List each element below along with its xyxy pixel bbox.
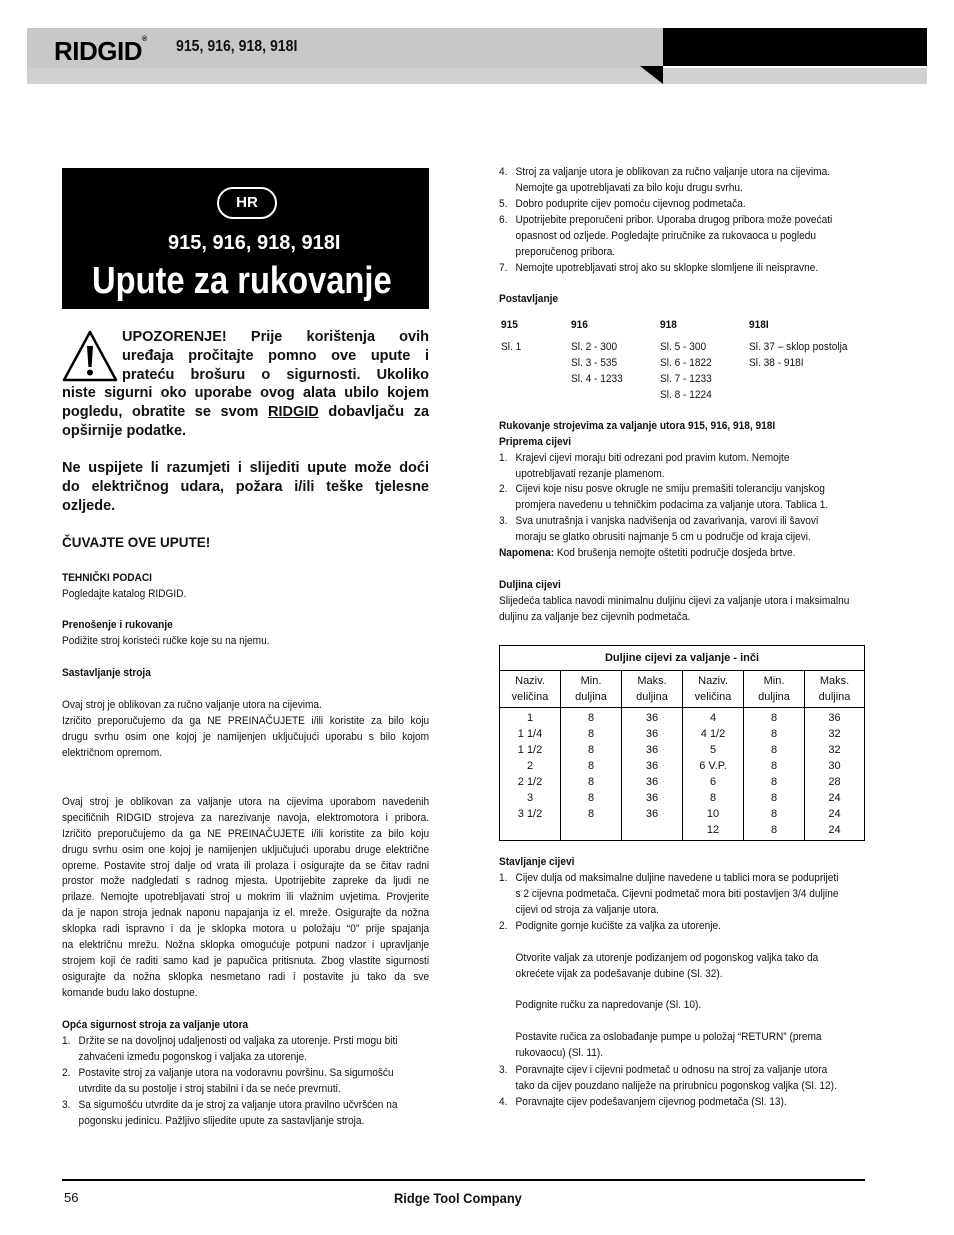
page-number: 56: [64, 1190, 79, 1205]
setup-col-915: 915 Sl. 1: [501, 319, 522, 353]
table-header-cell: Min. duljina: [744, 671, 804, 708]
footer-rule: [62, 1179, 865, 1181]
language-badge: HR: [217, 187, 277, 219]
length-text: Slijedeća tablica navodi minimalnu duljinu cijevi za valjanje utora i maksimalnu duljinu za valjanje bez cijevnih podmetača.: [499, 595, 850, 623]
table-header-cell: Maks. duljina: [805, 671, 864, 708]
table-column: 36 32 32 30 28 24 24 24: [828, 712, 841, 836]
table-column: 8 8 8 8 8 8 8: [587, 712, 595, 820]
prep-heading: Priprema cijevi: [499, 436, 572, 448]
setup-col-916: 916 Sl. 2 - 300 Sl. 3 - 535 Sl. 4 - 1233: [571, 319, 623, 385]
assembly-heading: Sastavljanje stroja: [62, 667, 151, 679]
warning-p2-line: ozljede.: [62, 498, 116, 514]
handling-heading: Rukovanje strojevima za valjanje utora 915, 916, 918, 918I: [499, 420, 776, 432]
save-instructions: ČUVAJTE OVE UPUTE!: [62, 535, 211, 550]
warning-line: UPOZORENJE! Prije korištenja ovih: [122, 329, 429, 345]
safety-heading: Opća sigurnost stroja za valjanje utora: [62, 1019, 249, 1031]
assembly-paragraph-2: Ovaj stroj je oblikovan za valjanje utora na cijevima uporabom navedenih specifičnih RIDGID strojeva za narezivanje navoja, elektromotora i pribora. Izričito preporučujemo da ga NE PREINAČUJETE i/ili koristite za bilo koju drugu svrhu osim one kojoj je namijenjen uključujući uporabu druge električne opreme. Postavite stroj dalje od vrata ili prolaza i osigurajte da se čitav radni prostor može nadgledati s radnog mjesta. Upotrijebite zapreke da ljudi ne prilaze. Nemojte upotrebljavati stroj u mokrim ili vlažnim uvjetima. Provjerite da je napon stroja jednak naponu napajanja iz el. mreže. Osigurajte da nožna sklopka radi ispravno i da je sklopka motora u položaju “0” prije spajanja na električnu mrežu. Nožna sklopka omogućuje potpuni nadzor i upravljanje strojem koji će raditi samo kad je papučica pritisnuta. Zbog vlastite sigurnosti osigurajte da nožna sklopka nesmetano radi i postavite ju tako da sve komande budu lako dostupne.: [62, 796, 430, 999]
manual-page: RIDGID® 915, 916, 918, 918I HR 915, 916, 918, 918I Upute za rukovanje UPOZORENJE! Prije korištenja ovih uređaja pročitajte pomno ove upute i prateću brošuru o sigurnosti. Ukoliko niste sigurni oko uporabe ovog alata ubilo kojem pogledu, obratite se svom RIDGID dobavljaču za opširnije podatke. Ne uspijete li razumjeti i slijediti upute može doći do električnog udara, požara i/ili teške tjelesne ozljede. ČUVAJTE OVE UPUTE! TEHNIČKI PODACI Pogledajte katalog RIDGID. Prenošenje i rukovanje Podižite stroj koristeći ručke koje su na njemu. Sastavljanje stroja Ovaj stroj je oblikovan za ručno valjanje utora na cijevima. Izričito preporučujemo da ga NE PREINAČUJETE i/ili koristite za bilo koju drugu svrhu osim one kojoj je namijenjen uključujući uporabu s bilo kojom električnom opremom. Ovaj stroj je oblikovan za valjanje utora na cijevima uporabom navedenih specifičnih RIDGID strojeva za narezivanje navoja, elektromotora i pribora. Izričito preporučujemo da ga NE PREINAČUJETE i/ili koristite za bilo koju drugu svrhu osim one kojoj je namijenjen uključujući uporabu druge električne opreme. Postavite stroj dalje od vrata ili prolaza i osigurajte da se čitav radni prostor može nadgledati s radnog mjesta. Upotrijebite zapreke da ljudi ne prilaze. Nemojte upotrebljavati stroj u mokrim ili vlažnim uvjetima. Provjerite da je napon stroja jednak naponu napajanja iz el. mreže. Osigurajte da nožna sklopka radi ispravno i da je sklopka motora u položaju “0” prije spajanja na električnu mrežu. Nožna sklopka omogućuje potpuni nadzor i upravljanje strojem koji će raditi samo kad je papučica pritisnuta. Zbog vlastite sigurnosti osigurajte da nožna sklopka nesmetano radi i postavite ju tako da sve komande budu lako dostupne. Opća sigurnost stroja za valjanje utora 1. Držite se na dovoljnoj udaljenosti od valjaka za utorenje. Prsti mogu biti zahvaćeni između pogonskog i valjaka za utorenje. 2. Postavite stroj za valjanje utora na vodoravnu površinu. Sa sigurnošću utvrdite da su postolje i stroj stabilni i da se neće prevrnuti. 3. Sa sigurnošću utvrdite da je stroj za valjanje utora pravilno učvršćen na pogonsku jedinicu. Pažljivo slijedite upute za sastavljanje stroja. 4. Stroj za valjanje utora je oblikovan za ručno valjanje utora na cijevima. Nemojte ga upotrebljavati za bilo koju drugu svrhu. 5. Dobro poduprite cijev pomoću cijevnog podmetača. 6. Upotrijebite preporučeni pribor. Uporaba drugog pribora može povećati opasnost od ozljede. Pogledajte priručnike za rukovaoca u pogledu preporučenog pribora. 7. Nemojte upotrebljavati stroj ako su sklopke slomljene ili neispravne. Postavljanje 915 Sl. 1 916 Sl. 2 - 300 Sl. 3 - 535 Sl. 4 - 1233 918 Sl. 5 - 300 Sl. 6 - 1822 Sl. 7 - 1233 Sl. 8 - 1224 918I Sl. 37 – sklop postolja Sl. 38 - 918I Rukovanje strojevima za valjanje utora 915, 916, 918, 918I Priprema cijevi 1. Krajevi cijevi moraju biti odrezani pod pravim kutom. Nemojte upotrebljavati rezanje plamenom. 2. Cijevi koje nisu posve okrugle ne smiju premašiti toleranciju vanjskog promjera navedenu u tehničkim podacima za valjanje utora. Tablica 1. 3. Sva unutrašnja i vanjska nadvišenja od zavarivanja, varovi ili šavovi moraju se glatko obrusiti najmanje 5 cm u područje od kraja cijevi. Napomena: Kod brušenja nemojte oštetiti područje dosjeda brtve. Duljina cijevi Slijedeća tablica navodi minimalnu duljinu cijevi za valjanje utora i maksimalnu duljinu za valjanje bez cijevnih podmetača. Duljine cijevi za valjanje - inči Naziv. veličina Min. duljina Maks. duljina Naziv. veličina Min. duljina Maks. duljina 1 1 1/4 1 1/2 2 2 1/2 3 3 1/2 8 8 8 8 8 8 8 36 36 36 36 36 36 36 4 4 1/2 5 6 V.P. 6 8 10 12 8 8 8 8 8 8 8 8 36 32 32 30 28 24 24 24 Stavljanje cijevi 1. Cijev dulja od maksimalne duljine navedene u tablici mora se poduprijeti s 2 cijevna podmetača. Cijevni podmetač mora biti postavljen 3/4 duljine cijevi od stroja za valjanje utora. 2. Podignite gornje kućište za valjka za utorenje. Otvorite valjak za utorenje podizanjem od pogonskog valjka tako da okrećete vijak za podešavanje dubine (Sl. 32). Podignite ručku za napredovanje (Sl. 10). Postavite ručica za oslobađanje pumpe u položaj “RETURN” (prema rukovaocu) (Sl. 11). 3. Poravnajte cijev i cijevni podmetač u odnosu na stroj za valjanje utora tako da cijev pouzdano naliježe na prirubnicu pogonskog valjka (Sl. 12). 4. Poravnajte cijev podešavanjem cijevnog podmetača (Sl. 13). 56 Ridge Tool Company: [0, 0, 954, 1235]
table-column: 4 4 1/2 5 6 V.P. 6 8 10 12: [699, 712, 727, 836]
header-underbar: [27, 68, 927, 84]
ridgid-logo: RIDGID®: [54, 36, 147, 66]
tech-text: Pogledajte katalog RIDGID.: [62, 588, 187, 600]
warning-line: pogledu, obratite se svom RIDGID dobavljaču za: [62, 404, 430, 420]
pipe-length-table: [499, 645, 865, 841]
warning-icon: [62, 330, 118, 382]
warning-line: niste sigurni oko uporabe ovog alata ubilo kojem: [62, 385, 429, 401]
header-models: 915, 916, 918, 918I: [176, 38, 298, 55]
table-header-cell: Naziv. veličina: [683, 671, 743, 708]
length-heading: Duljina cijevi: [499, 579, 561, 591]
page-title: Upute za rukovanje: [92, 260, 392, 302]
ridgid-link-text: RIDGID: [268, 404, 319, 420]
prep-note: Napomena: Kod brušenja nemojte oštetiti područje dosjeda brtve.: [499, 547, 796, 559]
title-box: [62, 168, 429, 309]
table-column: 36 36 36 36 36 36 36: [645, 712, 659, 820]
warning-p2-line: Ne uspijete li razumjeti i slijediti upute može doći: [62, 460, 429, 476]
table-column: 8 8 8 8 8 8 8 8: [770, 712, 778, 836]
transport-text: Podižite stroj koristeći ručke koje su na njemu.: [62, 635, 270, 647]
title-models: 915, 916, 918, 918I: [168, 232, 341, 254]
tech-heading: TEHNIČKI PODACI: [62, 572, 152, 584]
setup-col-918i: 918I Sl. 37 – sklop postolja Sl. 38 - 918I: [749, 319, 848, 369]
footer-company: Ridge Tool Company: [394, 1190, 522, 1206]
table-header-cell: Min. duljina: [561, 671, 621, 708]
table-header-cell: Naziv. veličina: [500, 671, 560, 708]
header-black-block: [663, 28, 927, 66]
warning-line: prateću brošuru o sigurnosti. Ukoliko: [122, 367, 429, 383]
header-diagonal: [640, 66, 663, 84]
warning-p2-line: do električnog udara, požara i/ili teške tjelesne: [62, 479, 429, 495]
table-caption: Duljine cijevi za valjanje - inči: [500, 646, 864, 671]
table-header-cell: Maks. duljina: [622, 671, 682, 708]
setup-col-918: 918 Sl. 5 - 300 Sl. 6 - 1822 Sl. 7 - 1233 Sl. 8 - 1224: [660, 319, 712, 401]
insert-heading: Stavljanje cijevi: [499, 856, 575, 868]
table-column: 1 1 1/4 1 1/2 2 2 1/2 3 3 1/2: [517, 712, 543, 820]
transport-heading: Prenošenje i rukovanje: [62, 619, 173, 631]
warning-line: uređaja pročitajte pomno ove upute i: [122, 348, 429, 364]
setup-heading: Postavljanje: [499, 293, 559, 305]
assembly-paragraph-1: Ovaj stroj je oblikovan za ručno valjanje utora na cijevima. Izričito preporučujemo da ga NE PREINAČUJETE i/ili koristite za bilo koju drugu svrhu osim one kojoj je namijenjen uključujući uporabu s bilo kojom električnom opremom.: [62, 699, 430, 759]
warning-line: opširnije podatke.: [62, 423, 187, 439]
